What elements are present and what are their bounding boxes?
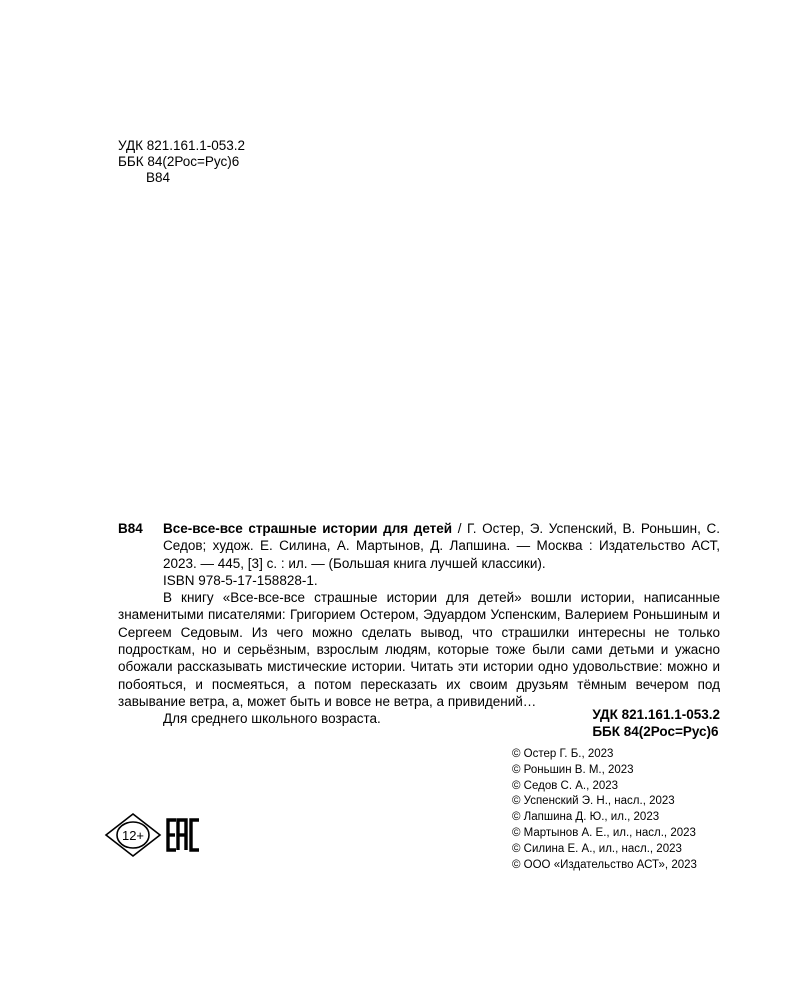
bibliographic-entry bbox=[118, 520, 720, 572]
age-note: Для среднего школьного возраста. bbox=[163, 711, 381, 727]
copyright-list bbox=[512, 747, 697, 873]
bbk-code: ББК 84(2Рос=Рус)6 bbox=[118, 154, 240, 169]
isbn: ISBN 978-5-17-158828-1. bbox=[163, 572, 318, 588]
catalog-record bbox=[118, 520, 720, 728]
book-details: / Г. Остер, Э. Успенский, В. Роньшин, С. Седов; худож. Е. Силина, А. Мартынов, Д. Лапшина. — Москва : Издательство АСТ, 2023. — 445, [3] с. : ил. — (Большая книга лучшей классики). bbox=[163, 521, 720, 571]
copyright-line: © Остер Г. Б., 2023 bbox=[512, 748, 614, 760]
classification-codes-top bbox=[118, 138, 245, 186]
author-mark: В84 bbox=[146, 170, 171, 185]
copyright-line: © Седов С. А., 2023 bbox=[512, 779, 619, 792]
copyright-line: © Силина Е. А., ил., насл., 2023 bbox=[512, 842, 682, 855]
bbk-code-bold: ББК 84(2Рос=Рус)6 bbox=[592, 724, 719, 739]
copyright-line: © Лапшина Д. Ю., ил., 2023 bbox=[512, 811, 660, 824]
udk-code-bold: УДК 821.161.1-053.2 bbox=[592, 707, 720, 722]
author-mark-bold: В84 bbox=[118, 521, 143, 536]
udk-code: УДК 821.161.1-053.2 bbox=[118, 138, 246, 153]
copyright-line: © Успенский Э. Н., насл., 2023 bbox=[512, 795, 675, 808]
age-rating-badge bbox=[104, 812, 162, 858]
book-title: Все-все-все страшные истории для детей bbox=[163, 521, 453, 536]
eac-certification-icon bbox=[166, 818, 202, 852]
age-rating-text: 12+ bbox=[121, 828, 145, 843]
classification-codes-bottom bbox=[592, 706, 720, 740]
copyright-line: © Роньшин В. М., 2023 bbox=[512, 763, 634, 776]
copyright-line: © Мартынов А. Е., ил., насл., 2023 bbox=[512, 826, 696, 839]
annotation: В книгу «Все-все-все страшные истории для детей» вошли истории, написанные знаменитыми писателями: Григорием Остером, Эдуардом Успенским, Валерием Роньшиным и Сергеем Седовым. Из чего можно сделать вывод, что страшилки интересны не только подросткам, но и серьёзным, взрослым людям, которые тоже были сами детьми и ужасно обожали рассказывать мистические истории. Читать эти истории одно удовольствие: можно и побояться, и посмеяться, а потом пересказать их своим друзьям тёмным вечером под завывание ветра, а, может быть и вовсе не ветра, а привидений… bbox=[118, 590, 720, 709]
copyright-line: © ООО «Издательство АСТ», 2023 bbox=[512, 858, 697, 871]
